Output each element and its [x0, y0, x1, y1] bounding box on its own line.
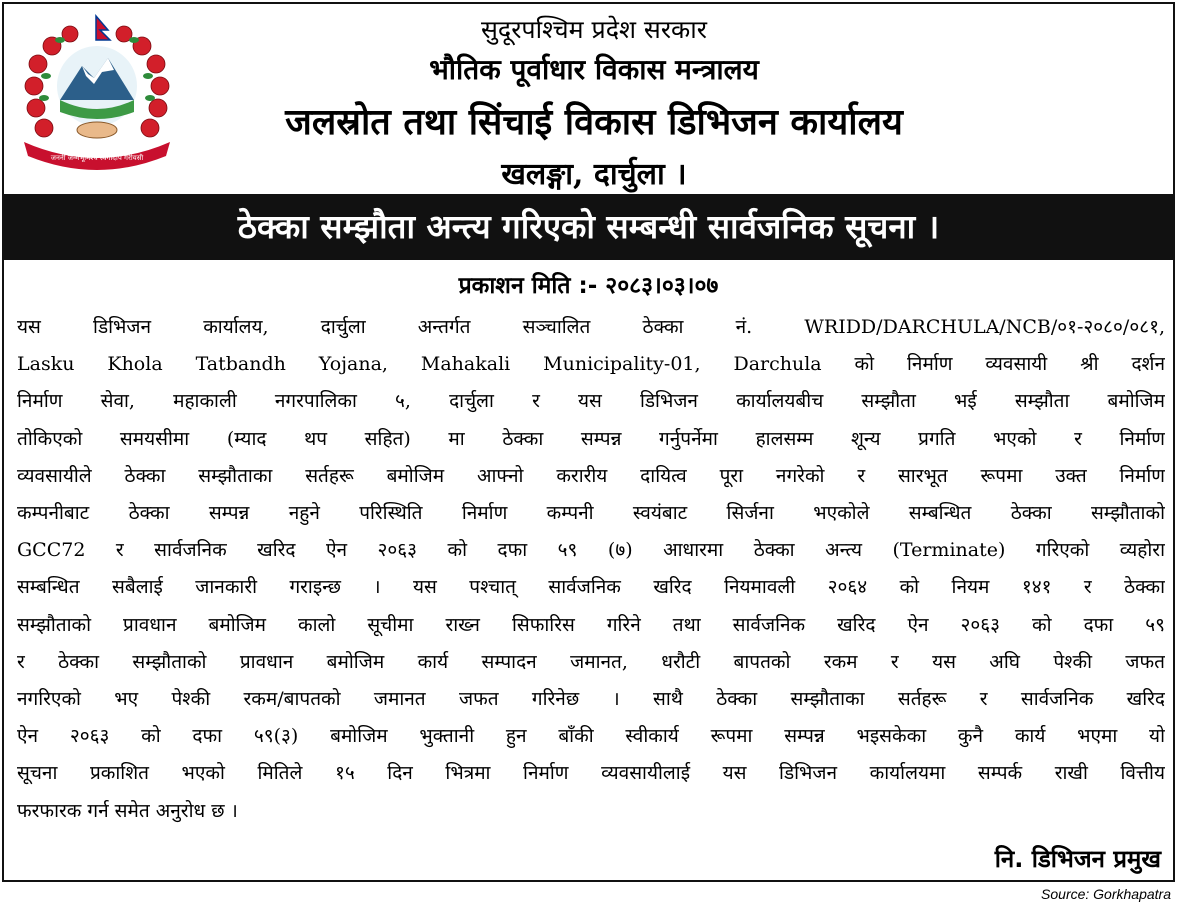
body-line: व्यवसायीले ठेक्का सम्झौताका सर्तहरू बमोजिम आफ्नो करारीय दायित्व पूरा नगरेको र सारभूत रूपमा उक्त निर्माण	[17, 464, 1165, 487]
body-line: सम्झौताको प्रावधान बमोजिम कालो सूचीमा राख्न सिफारिस गरिने तथा सार्वजनिक खरिद ऐन २०६३ को दफा ५९	[17, 613, 1165, 636]
body-line: GCC72 र सार्वजनिक खरिद ऐन २०६३ को दफा ५९ (७) आधारमा ठेक्का अन्त्य (Terminate) गरिएको व्यहोरा	[17, 539, 1165, 562]
body-line: कम्पनीबाट ठेक्का सम्पन्न नहुने परिस्थिति निर्माण कम्पनी स्वयंबाट सिर्जना भएकोले सम्बन्धित ठेक्का सम्झौताको	[17, 502, 1165, 525]
office-name: जलस्रोत तथा सिंचाई विकास डिभिजन कार्यालय	[285, 102, 903, 143]
body-line: सूचना प्रकाशित भएको मितिले १५ दिन भित्रमा निर्माण व्यवसायीलाई यस डिभिजन कार्यालयमा सम्पर्क राखी वित्तीय	[17, 762, 1165, 785]
notice-body	[17, 309, 1165, 829]
notice-title-banner: ठेक्का सम्झौता अन्त्य गरिएको सम्बन्धी सार्वजनिक सूचना ।	[4, 194, 1173, 260]
notice-frame	[2, 2, 1175, 882]
signature-designation: नि. डिभिजन प्रमुख	[994, 845, 1161, 873]
notice-header	[4, 4, 1173, 194]
publication-date-value: २०८३।०३।०७	[605, 273, 719, 299]
body-line: सम्बन्धित सबैलाई जानकारी गराइन्छ । यस पश्चात् सार्वजनिक खरिद नियमावली २०६४ को नियम १४१ र ठेक्का	[17, 576, 1165, 599]
body-line: नगरिएको भए पेश्की रकम/बापतको जमानत जफत गरिनेछ । साथै ठेक्का सम्झौताका सर्तहरू र सार्वजनिक खरिद	[17, 688, 1165, 711]
body-line: निर्माण सेवा, महाकाली नगरपालिका ५, दार्चुला र यस डिभिजन कार्यालयबीच सम्झौता भई सम्झौता बमोजिम	[17, 390, 1165, 413]
nepal-emblem-icon	[16, 14, 178, 172]
province-name: सुदूरपश्चिम प्रदेश सरकार	[481, 15, 707, 44]
body-line: Lasku Khola Tatbandh Yojana, Mahakali Municipality-01, Darchula को निर्माण व्यवसायी श्री दर्शन	[17, 353, 1165, 376]
publication-date	[4, 268, 1173, 300]
body-line: यस डिभिजन कार्यालय, दार्चुला अन्तर्गत सञ्चालित ठेक्का नं. WRIDD/DARCHULA/NCB/०१-२०८०/०८१,	[17, 316, 1165, 338]
ministry-name: भौतिक पूर्वाधार विकास मन्त्रालय	[429, 53, 759, 86]
body-line: तोकिएको समयसीमा (म्याद थप सहित) मा ठेक्का सम्पन्न गर्नुपर्नेमा हालसम्म शून्य प्रगति भएको र निर्माण	[17, 427, 1165, 450]
body-line: फरफारक गर्न समेत अनुरोध छ ।	[17, 799, 238, 822]
source-credit: Source: Gorkhapatra	[1041, 886, 1171, 902]
publication-date-label: प्रकाशन मिति :-	[458, 273, 598, 299]
svg-text:जननी जन्मभूमिश्च स्वर्गादपि गर: जननी जन्मभूमिश्च स्वर्गादपि गरीयसी	[50, 154, 144, 162]
office-location: खलङ्गा, दार्चुला ।	[501, 157, 687, 192]
body-line: ऐन २०६३ को दफा ५९(३) बमोजिम भुक्तानी हुन बाँकी स्वीकार्य रूपमा सम्पन्न भइसकेका कुनै कार्य भएमा यो	[17, 725, 1165, 748]
body-line: र ठेक्का सम्झौताको प्रावधान बमोजिम कार्य सम्पादन जमानत, धरौटी बापतको रकम र यस अघि पेश्की जफत	[17, 650, 1165, 673]
